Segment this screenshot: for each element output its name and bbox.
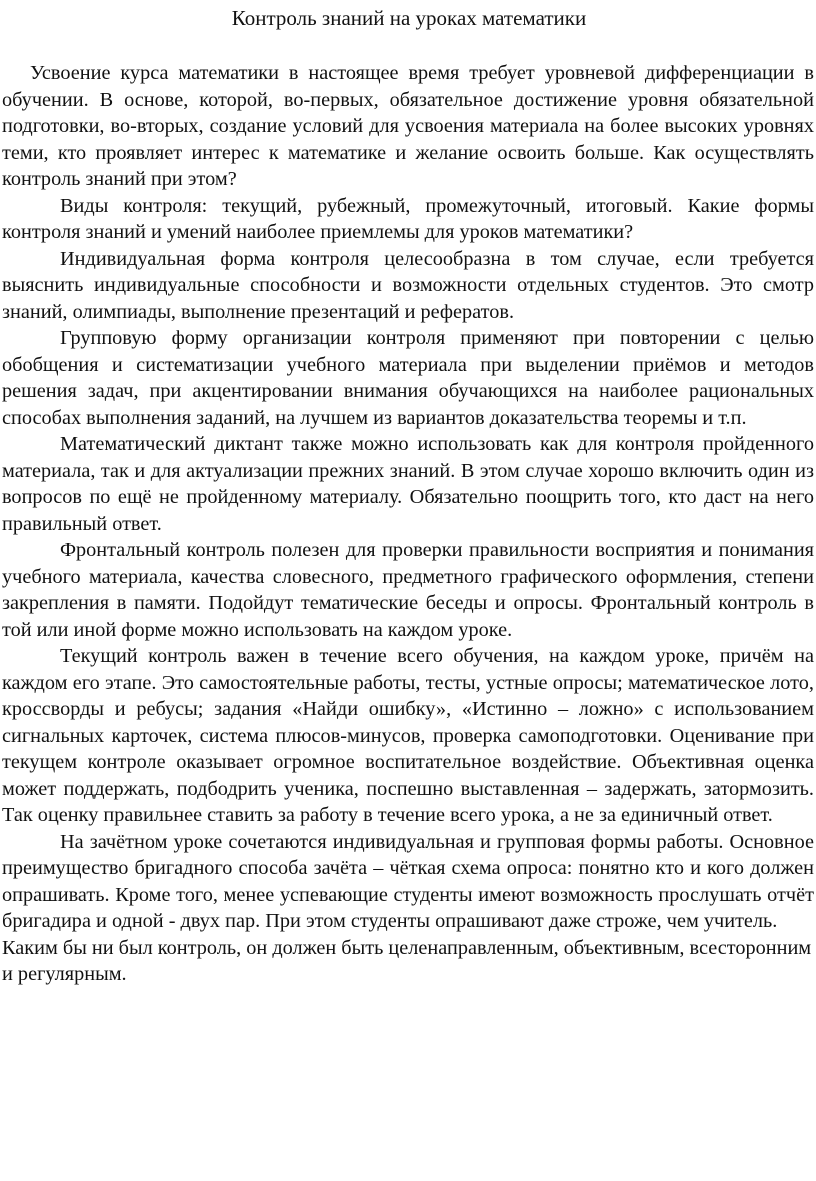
paragraph-individual-control: Индивидуальная форма контроля целесообразна в том случае, если требуется выяснить индивидуальные способности и возможности отдельных студентов. Это смотр знаний, олимпиады, выполнение презентаций и рефератов. bbox=[2, 247, 814, 323]
paragraph-group-control: Групповую форму организации контроля применяют при повторении с целью обобщения и систематизации учебного материала при выделении приёмов и методов решения задач, при акцентировании внимания обучающихся на наиболее рациональных способах выполнения заданий, на лучшем из вариантов доказательства теоремы и т.п. bbox=[2, 327, 814, 429]
paragraph-intro: Усвоение курса математики в настоящее время требует уровневой дифференциации в обучении. В основе, которой, во-первых, обязательное достижение уровня обязательной подготовки, во-вторых, создание условий для усвоения материала на более высоких уровнях теми, кто проявляет интерес к математике и желание освоить больше. Как осуществлять контроль знаний при этом? bbox=[2, 62, 814, 190]
paragraph-frontal-control: Фронтальный контроль полезен для проверки правильности восприятия и понимания учебного материала, качества словесного, предметного графического оформления, степени закрепления в памяти. Подойдут тематические беседы и опросы. Фронтальный контроль в той или иной форме можно использовать на каждом уроке. bbox=[2, 539, 814, 641]
paragraph-conclusion: Каким бы ни был контроль, он должен быть целенаправленным, объективным, всесторонним и регулярным. bbox=[2, 936, 812, 985]
document-title: Контроль знаний на уроках математики bbox=[231, 6, 587, 30]
paragraph-current-control: Текущий контроль важен в течение всего обучения, на каждом уроке, причём на каждом его этапе. Это самостоятельные работы, тесты, устные опросы; математическое лото, кроссворды и ребусы; задания «Найди ошибку», «Истинно – ложно» с использованием сигнальных карточек, система плюсов-минусов, проверка самоподготовки. Оценивание при текущем контроле оказывает огромное воспитательное воздействие. Объективная оценка может поддержать, подбодрить ученика, поспешно выставленная – задержать, затормозить. Так оценку правильнее ставить за работу в течение всего урока, а не за единичный ответ. bbox=[2, 645, 814, 826]
paragraph-math-dictation: Математический диктант также можно использовать как для контроля пройденного материала, так и для актуализации прежних знаний. В этом случае хорошо включить один из вопросов по ещё не пройденному материалу. Обязательно поощрить того, кто даст на него правильный ответ. bbox=[2, 433, 814, 535]
paragraph-control-types: Виды контроля: текущий, рубежный, промежуточный, итоговый. Какие формы контроля знаний и умений наиболее приемлемы для уроков математики? bbox=[2, 194, 814, 243]
paragraph-test-lesson: На зачётном уроке сочетаются индивидуальная и групповая формы работы. Основное преимущество бригадного способа зачёта – чёткая схема опроса: понятно кто и кого должен опрашивать. Кроме того, менее успевающие студенты имеют возможность прослушать отчёт бригадира и одной - двух пар. При этом студенты опрашивают даже строже, чем учитель. bbox=[2, 830, 814, 932]
